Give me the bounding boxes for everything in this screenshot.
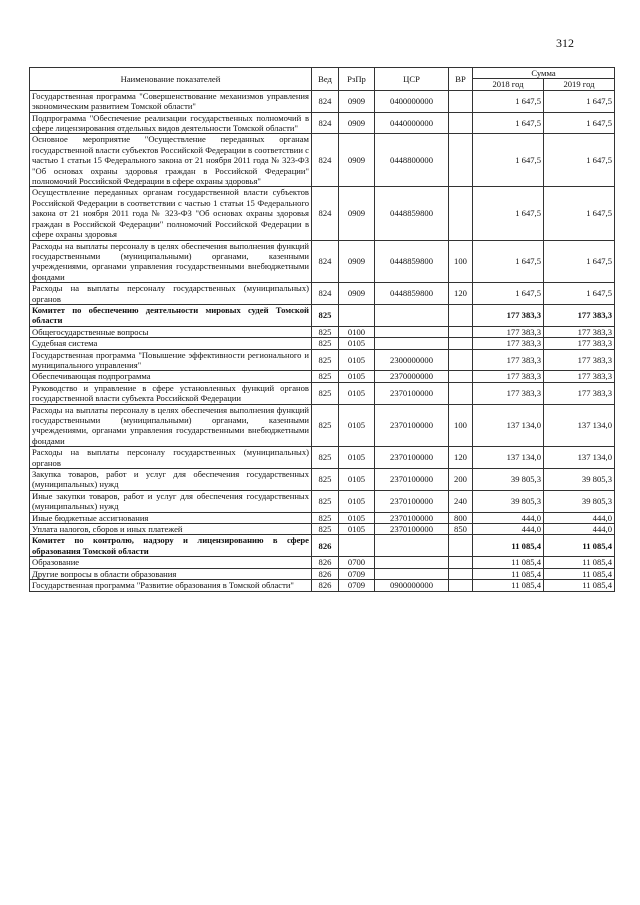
cell-vr: 200 bbox=[449, 469, 473, 491]
cell-rzpr bbox=[339, 535, 375, 557]
cell-rzpr: 0105 bbox=[339, 371, 375, 382]
cell-vr bbox=[449, 338, 473, 349]
cell-rzpr: 0105 bbox=[339, 338, 375, 349]
cell-csr bbox=[375, 568, 449, 579]
header-2019: 2019 год bbox=[544, 79, 615, 90]
cell-name: Другие вопросы в области образования bbox=[30, 568, 312, 579]
table-row bbox=[30, 447, 615, 469]
cell-ved: 825 bbox=[312, 382, 339, 404]
cell-2019: 177 383,3 bbox=[544, 326, 615, 337]
cell-2018: 11 085,4 bbox=[473, 535, 544, 557]
cell-name: Осуществление переданных органам государственной власти субъектов Российской Федерации в соответствии с частью 1 статьи 15 Федерального закона от 21 ноября 2011 года № 323-ФЗ "Об основах охраны здоровья граждан в Российской Федерации" полномочий Российской Федерации в сфере охраны здоровья bbox=[30, 187, 312, 240]
cell-ved: 825 bbox=[312, 404, 339, 447]
cell-name: Государственная программа "Повышение эффективности регионального и муниципального управления" bbox=[30, 349, 312, 371]
cell-2018: 11 085,4 bbox=[473, 580, 544, 591]
cell-2019: 1 647,5 bbox=[544, 134, 615, 187]
table-row bbox=[30, 304, 615, 326]
cell-name: Общегосударственные вопросы bbox=[30, 326, 312, 337]
cell-vr bbox=[449, 382, 473, 404]
cell-2018: 444,0 bbox=[473, 512, 544, 523]
cell-ved: 826 bbox=[312, 568, 339, 579]
cell-ved: 825 bbox=[312, 524, 339, 535]
cell-csr bbox=[375, 338, 449, 349]
cell-2018: 1 647,5 bbox=[473, 90, 544, 112]
cell-vr: 100 bbox=[449, 404, 473, 447]
table-body bbox=[30, 90, 615, 591]
cell-name: Государственная программа "Совершенствование механизмов управления экономическим развитием Томской области" bbox=[30, 90, 312, 112]
cell-rzpr: 0105 bbox=[339, 469, 375, 491]
cell-name: Иные закупки товаров, работ и услуг для обеспечения государственных (муниципальных) нужд bbox=[30, 490, 312, 512]
cell-ved: 826 bbox=[312, 535, 339, 557]
cell-2019: 1 647,5 bbox=[544, 187, 615, 240]
table-row bbox=[30, 283, 615, 305]
cell-rzpr bbox=[339, 304, 375, 326]
cell-2019: 11 085,4 bbox=[544, 535, 615, 557]
cell-ved: 824 bbox=[312, 90, 339, 112]
cell-ved: 824 bbox=[312, 283, 339, 305]
header-2018: 2018 год bbox=[473, 79, 544, 90]
cell-name: Расходы на выплаты персоналу в целях обеспечения выполнения функций государственными (муниципальными) органами, казенными учреждениями, органами управления государственными внебюджетными фондами bbox=[30, 404, 312, 447]
cell-ved: 824 bbox=[312, 112, 339, 134]
cell-rzpr: 0100 bbox=[339, 326, 375, 337]
cell-2019: 137 134,0 bbox=[544, 404, 615, 447]
cell-csr: 2370100000 bbox=[375, 404, 449, 447]
header-rzpr: РзПр bbox=[339, 68, 375, 91]
page-number: 312 bbox=[556, 36, 574, 50]
cell-csr: 0448800000 bbox=[375, 134, 449, 187]
cell-vr bbox=[449, 568, 473, 579]
table-row bbox=[30, 524, 615, 535]
cell-rzpr: 0909 bbox=[339, 134, 375, 187]
cell-2019: 177 383,3 bbox=[544, 338, 615, 349]
cell-vr: 850 bbox=[449, 524, 473, 535]
cell-ved: 825 bbox=[312, 338, 339, 349]
cell-2018: 177 383,3 bbox=[473, 382, 544, 404]
cell-csr: 2300000000 bbox=[375, 349, 449, 371]
cell-2019: 1 647,5 bbox=[544, 90, 615, 112]
cell-rzpr: 0909 bbox=[339, 112, 375, 134]
cell-2019: 39 805,3 bbox=[544, 469, 615, 491]
header-ved: Вед bbox=[312, 68, 339, 91]
cell-name: Подпрограмма "Обеспечение реализации государственных полномочий в сфере лицензирования отдельных видов деятельности Томской области" bbox=[30, 112, 312, 134]
cell-2018: 11 085,4 bbox=[473, 568, 544, 579]
cell-ved: 825 bbox=[312, 326, 339, 337]
cell-rzpr: 0909 bbox=[339, 283, 375, 305]
budget-table bbox=[29, 67, 615, 592]
cell-rzpr: 0709 bbox=[339, 568, 375, 579]
cell-2019: 444,0 bbox=[544, 512, 615, 523]
cell-vr: 120 bbox=[449, 447, 473, 469]
cell-2018: 1 647,5 bbox=[473, 187, 544, 240]
cell-rzpr: 0105 bbox=[339, 447, 375, 469]
cell-name: Закупка товаров, работ и услуг для обеспечения государственных (муниципальных) нужд bbox=[30, 469, 312, 491]
table-row bbox=[30, 90, 615, 112]
cell-ved: 825 bbox=[312, 371, 339, 382]
cell-2018: 177 383,3 bbox=[473, 326, 544, 337]
header-sum: Сумма bbox=[473, 68, 615, 79]
cell-ved: 825 bbox=[312, 469, 339, 491]
cell-name: Основное мероприятие "Осуществление переданных органам государственной власти субъектов Российской Федерации в соответствии с частью 1 статьи 15 Федерального закона от 21 ноября 2011 года № 323-ФЗ "Об основах охраны здоровья граждан в Российской Федерации" полномочий Российской Федерации в сфере охраны здоровья" bbox=[30, 134, 312, 187]
cell-name: Комитет по контролю, надзору и лицензированию в сфере образования Томской области bbox=[30, 535, 312, 557]
cell-2019: 444,0 bbox=[544, 524, 615, 535]
table-row bbox=[30, 490, 615, 512]
header-name: Наименование показателей bbox=[30, 68, 312, 91]
cell-ved: 826 bbox=[312, 580, 339, 591]
cell-rzpr: 0909 bbox=[339, 240, 375, 283]
cell-csr: 2370000000 bbox=[375, 371, 449, 382]
cell-csr bbox=[375, 326, 449, 337]
cell-rzpr: 0105 bbox=[339, 349, 375, 371]
cell-vr: 100 bbox=[449, 240, 473, 283]
cell-ved: 825 bbox=[312, 512, 339, 523]
cell-name: Руководство и управление в сфере установленных функций органов государственной власти субъекта Российской Федерации bbox=[30, 382, 312, 404]
cell-2019: 1 647,5 bbox=[544, 112, 615, 134]
cell-2019: 137 134,0 bbox=[544, 447, 615, 469]
cell-name: Уплата налогов, сборов и иных платежей bbox=[30, 524, 312, 535]
cell-vr: 240 bbox=[449, 490, 473, 512]
cell-csr bbox=[375, 304, 449, 326]
table-row bbox=[30, 326, 615, 337]
cell-vr bbox=[449, 535, 473, 557]
cell-csr: 2370100000 bbox=[375, 447, 449, 469]
cell-2018: 177 383,3 bbox=[473, 338, 544, 349]
cell-name: Судебная система bbox=[30, 338, 312, 349]
cell-vr bbox=[449, 349, 473, 371]
cell-ved: 825 bbox=[312, 490, 339, 512]
cell-rzpr: 0105 bbox=[339, 490, 375, 512]
cell-name: Государственная программа "Развитие образования в Томской области" bbox=[30, 580, 312, 591]
cell-rzpr: 0709 bbox=[339, 580, 375, 591]
cell-vr bbox=[449, 580, 473, 591]
cell-csr: 0900000000 bbox=[375, 580, 449, 591]
table-row bbox=[30, 568, 615, 579]
cell-rzpr: 0105 bbox=[339, 404, 375, 447]
cell-csr: 0400000000 bbox=[375, 90, 449, 112]
cell-rzpr: 0105 bbox=[339, 382, 375, 404]
table-row bbox=[30, 580, 615, 591]
cell-vr bbox=[449, 112, 473, 134]
cell-csr: 2370100000 bbox=[375, 469, 449, 491]
cell-ved: 825 bbox=[312, 304, 339, 326]
cell-2019: 1 647,5 bbox=[544, 240, 615, 283]
cell-name: Расходы на выплаты персоналу государственных (муниципальных) органов bbox=[30, 447, 312, 469]
cell-vr bbox=[449, 304, 473, 326]
cell-vr: 800 bbox=[449, 512, 473, 523]
cell-name: Иные бюджетные ассигнования bbox=[30, 512, 312, 523]
table-row bbox=[30, 382, 615, 404]
cell-2019: 177 383,3 bbox=[544, 371, 615, 382]
cell-2018: 11 085,4 bbox=[473, 557, 544, 568]
header-csr: ЦСР bbox=[375, 68, 449, 91]
cell-vr bbox=[449, 134, 473, 187]
table-row bbox=[30, 371, 615, 382]
cell-csr: 2370100000 bbox=[375, 490, 449, 512]
cell-2018: 137 134,0 bbox=[473, 404, 544, 447]
cell-csr: 2370100000 bbox=[375, 524, 449, 535]
cell-2019: 11 085,4 bbox=[544, 557, 615, 568]
cell-2019: 177 383,3 bbox=[544, 382, 615, 404]
cell-2019: 11 085,4 bbox=[544, 568, 615, 579]
cell-csr bbox=[375, 535, 449, 557]
cell-ved: 824 bbox=[312, 134, 339, 187]
cell-csr: 0448859800 bbox=[375, 187, 449, 240]
table-row bbox=[30, 240, 615, 283]
cell-rzpr: 0909 bbox=[339, 187, 375, 240]
cell-2018: 177 383,3 bbox=[473, 304, 544, 326]
table-row bbox=[30, 535, 615, 557]
cell-rzpr: 0105 bbox=[339, 512, 375, 523]
table-row bbox=[30, 112, 615, 134]
cell-2019: 39 805,3 bbox=[544, 490, 615, 512]
cell-csr: 2370100000 bbox=[375, 382, 449, 404]
cell-2019: 177 383,3 bbox=[544, 349, 615, 371]
header-vr: ВР bbox=[449, 68, 473, 91]
cell-csr: 0448859800 bbox=[375, 283, 449, 305]
cell-ved: 825 bbox=[312, 349, 339, 371]
cell-csr: 2370100000 bbox=[375, 512, 449, 523]
table-row bbox=[30, 557, 615, 568]
table-row bbox=[30, 469, 615, 491]
cell-2019: 1 647,5 bbox=[544, 283, 615, 305]
cell-vr bbox=[449, 187, 473, 240]
cell-2019: 11 085,4 bbox=[544, 580, 615, 591]
cell-name: Обеспечивающая подпрограмма bbox=[30, 371, 312, 382]
cell-vr: 120 bbox=[449, 283, 473, 305]
cell-csr: 0448859800 bbox=[375, 240, 449, 283]
cell-2018: 39 805,3 bbox=[473, 490, 544, 512]
cell-rzpr: 0700 bbox=[339, 557, 375, 568]
cell-ved: 826 bbox=[312, 557, 339, 568]
cell-2018: 1 647,5 bbox=[473, 134, 544, 187]
cell-2018: 39 805,3 bbox=[473, 469, 544, 491]
cell-csr: 0440000000 bbox=[375, 112, 449, 134]
cell-2019: 177 383,3 bbox=[544, 304, 615, 326]
cell-ved: 825 bbox=[312, 447, 339, 469]
cell-name: Расходы на выплаты персоналу государственных (муниципальных) органов bbox=[30, 283, 312, 305]
cell-vr bbox=[449, 326, 473, 337]
cell-2018: 177 383,3 bbox=[473, 349, 544, 371]
cell-rzpr: 0105 bbox=[339, 524, 375, 535]
cell-2018: 177 383,3 bbox=[473, 371, 544, 382]
table-row bbox=[30, 134, 615, 187]
table-row bbox=[30, 187, 615, 240]
table-row bbox=[30, 349, 615, 371]
cell-name: Расходы на выплаты персоналу в целях обеспечения выполнения функций государственными (муниципальными) органами, казенными учреждениями, органами управления государственными внебюджетными фондами bbox=[30, 240, 312, 283]
cell-ved: 824 bbox=[312, 187, 339, 240]
cell-name: Образование bbox=[30, 557, 312, 568]
cell-2018: 444,0 bbox=[473, 524, 544, 535]
cell-2018: 1 647,5 bbox=[473, 240, 544, 283]
cell-2018: 137 134,0 bbox=[473, 447, 544, 469]
cell-2018: 1 647,5 bbox=[473, 283, 544, 305]
cell-vr bbox=[449, 371, 473, 382]
cell-2018: 1 647,5 bbox=[473, 112, 544, 134]
table-row bbox=[30, 338, 615, 349]
cell-name: Комитет по обеспечению деятельности мировых судей Томской области bbox=[30, 304, 312, 326]
cell-ved: 824 bbox=[312, 240, 339, 283]
table-row bbox=[30, 512, 615, 523]
cell-vr bbox=[449, 557, 473, 568]
table-row bbox=[30, 404, 615, 447]
cell-rzpr: 0909 bbox=[339, 90, 375, 112]
cell-vr bbox=[449, 90, 473, 112]
cell-csr bbox=[375, 557, 449, 568]
